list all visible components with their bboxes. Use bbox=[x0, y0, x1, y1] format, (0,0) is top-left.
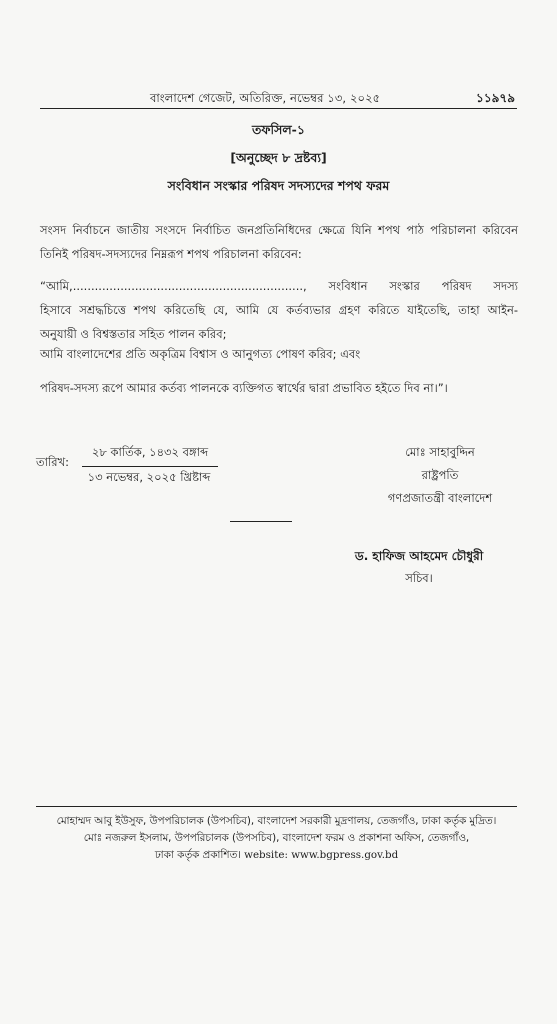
running-header bbox=[0, 88, 557, 106]
imprint-published-text: ঢাকা কর্তৃক প্রকাশিত। bbox=[154, 849, 241, 861]
secretary-name: ড. হাফিজ আহমেদ চৌধুরী bbox=[354, 549, 484, 563]
oath-line: অনুযায়ী ও বিশ্বস্ততার সহিত পালন করিব; bbox=[40, 327, 227, 341]
date-gregorian: ১৩ নভেম্বর, ২০২৫ খ্রিষ্টাব্দ bbox=[87, 470, 211, 484]
oath-line: “আমি,..............................................................., সংবিধান সংস্কার পরিষদ সদস্য bbox=[40, 279, 518, 293]
oath-paragraph bbox=[40, 274, 518, 346]
imprint-publication-line bbox=[36, 848, 517, 865]
oath-allegiance-line: আমি বাংলাদেশের প্রতি অকৃত্রিম বিশ্বাস ও আনুগত্য পোষণ করিব; এবং bbox=[40, 347, 361, 361]
intro-line: তিনিই পরিষদ-সদস্যদের নিম্নরূপ শপথ পরিচালনা করিবেন: bbox=[40, 247, 302, 261]
intro-paragraph bbox=[40, 218, 518, 266]
signatory-title: রাষ্ট্রপতি bbox=[421, 468, 459, 482]
article-reference: [অনুচ্ছেদ ৮ দ্রষ্টব্য] bbox=[230, 150, 327, 165]
signatory-office: গণপ্রজাতন্ত্রী বাংলাদেশ bbox=[387, 491, 493, 505]
imprint-printer-line: মোহাম্মদ আবু ইউসুফ, উপপরিচালক (উপসচিব), বাংলাদেশ সরকারী মুদ্রণালয়, তেজগাঁও, ঢাকা কর্তৃক মুদ্রিত। bbox=[56, 815, 497, 827]
page-number: ১১৯৭৯ bbox=[476, 91, 515, 105]
oath-duty-line: পরিষদ-সদস্য রূপে আমার কর্তব্য পালনকে ব্যক্তিগত স্বার্থের দ্বারা প্রভাবিত হইতে দিব না।”। bbox=[40, 381, 448, 395]
secretary-title: সচিব। bbox=[405, 571, 433, 585]
website-link[interactable]: website: www.bgpress.gov.bd bbox=[244, 849, 399, 861]
signatory-name: মোঃ সাহাবুদ্দিন bbox=[405, 445, 475, 459]
gazette-header-title: বাংলাদেশ গেজেট, অতিরিক্ত, নভেম্বর ১৩, ২০২৫ bbox=[150, 91, 381, 105]
imprint-publisher-line: মোঃ নজরুল ইসলাম, উপপরিচালক (উপসচিব), বাংলাদেশ ফরম ও প্রকাশনা অফিস, তেজগাঁও, bbox=[83, 832, 470, 844]
date-bangla: ২৮ কার্তিক, ১৪৩২ বঙ্গাব্দ bbox=[82, 444, 218, 467]
intro-line: সংসদ নির্বাচনে জাতীয় সংসদে নির্বাচিত জনপ্রতিনিধিদের ক্ষেত্রে যিনি শপথ পাঠ পরিচালনা করিবেন bbox=[40, 223, 518, 237]
date-label: তারিখ: bbox=[36, 455, 70, 469]
schedule-title: তফসিল-১ bbox=[252, 122, 305, 137]
oath-line: হিসাবে সশ্রদ্ধচিত্তে শপথ করিতেছি যে, আমি যে কর্তব্যভার গ্রহণ করিতে যাইতেছি, তাহা আইন- bbox=[40, 303, 518, 317]
section-divider bbox=[230, 521, 292, 522]
form-title: সংবিধান সংস্কার পরিষদ সদস্যদের শপথ ফরম bbox=[167, 178, 390, 193]
footer-rule bbox=[36, 806, 517, 807]
header-rule bbox=[40, 108, 517, 109]
